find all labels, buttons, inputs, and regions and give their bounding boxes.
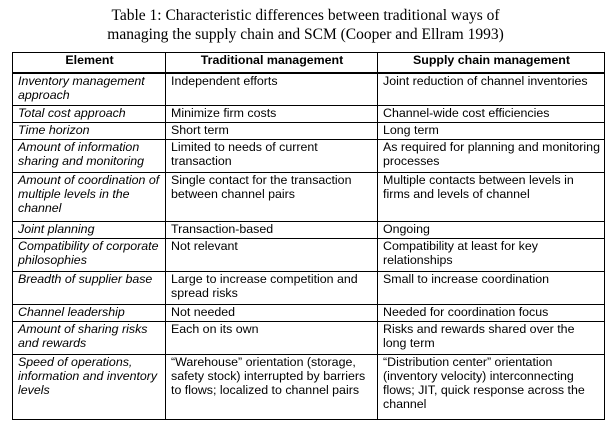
scm-cell: Small to increase coordination — [378, 272, 605, 305]
table-row — [13, 173, 605, 222]
element-cell: Compatibility of corporate philosophies — [13, 239, 166, 272]
scm-cell: Joint reduction of channel inventories — [378, 73, 605, 106]
traditional-cell: Each on its own — [166, 322, 378, 355]
comparison-table — [12, 52, 605, 420]
traditional-cell: Limited to needs of current transaction — [166, 140, 378, 173]
traditional-cell: “Warehouse” orientation (storage, safety stock) interrupted by barriers to flows; localized to channel pairs — [166, 355, 378, 420]
header-scm: Supply chain management — [378, 53, 605, 73]
element-cell: Amount of sharing risks and rewards — [13, 322, 166, 355]
scm-cell: Needed for coordination focus — [378, 305, 605, 322]
header-traditional: Traditional management — [166, 53, 378, 73]
element-cell: Total cost approach — [13, 106, 166, 123]
scm-cell: Channel-wide cost efficiencies — [378, 106, 605, 123]
traditional-cell: Single contact for the transaction between channel pairs — [166, 173, 378, 222]
header-element: Element — [13, 53, 166, 73]
scm-cell: As required for planning and monitoring processes — [378, 140, 605, 173]
element-cell: Speed of operations, information and inventory levels — [13, 355, 166, 420]
traditional-cell: Transaction-based — [166, 222, 378, 239]
table-caption — [0, 6, 611, 44]
table-row — [13, 123, 605, 140]
element-cell: Joint planning — [13, 222, 166, 239]
element-cell: Amount of coordination of multiple levels in the channel — [13, 173, 166, 222]
table-header-row — [13, 53, 605, 73]
table-row — [13, 305, 605, 322]
traditional-cell: Not needed — [166, 305, 378, 322]
traditional-cell: Large to increase competition and spread risks — [166, 272, 378, 305]
element-cell: Time horizon — [13, 123, 166, 140]
element-cell: Inventory management approach — [13, 73, 166, 106]
table-row — [13, 322, 605, 355]
scm-cell: Risks and rewards shared over the long term — [378, 322, 605, 355]
table-row — [13, 140, 605, 173]
scm-cell: Compatibility at least for key relationships — [378, 239, 605, 272]
traditional-cell: Independent efforts — [166, 73, 378, 106]
table-row — [13, 272, 605, 305]
scm-cell: “Distribution center” orientation (inventory velocity) interconnecting flows; JIT, quick response across the channel — [378, 355, 605, 420]
scm-cell: Long term — [378, 123, 605, 140]
caption-line-2: managing the supply chain and SCM (Cooper and Ellram 1993) — [107, 26, 504, 43]
table-row — [13, 239, 605, 272]
element-cell: Breadth of supplier base — [13, 272, 166, 305]
table-row — [13, 106, 605, 123]
scm-cell: Multiple contacts between levels in firms and levels of channel — [378, 173, 605, 222]
scm-cell: Ongoing — [378, 222, 605, 239]
table-row — [13, 222, 605, 239]
table-row — [13, 355, 605, 420]
caption-line-1: Table 1: Characteristic differences between traditional ways of — [111, 7, 500, 24]
traditional-cell: Not relevant — [166, 239, 378, 272]
element-cell: Channel leadership — [13, 305, 166, 322]
table-row — [13, 73, 605, 106]
traditional-cell: Short term — [166, 123, 378, 140]
traditional-cell: Minimize firm costs — [166, 106, 378, 123]
element-cell: Amount of information sharing and monitoring — [13, 140, 166, 173]
